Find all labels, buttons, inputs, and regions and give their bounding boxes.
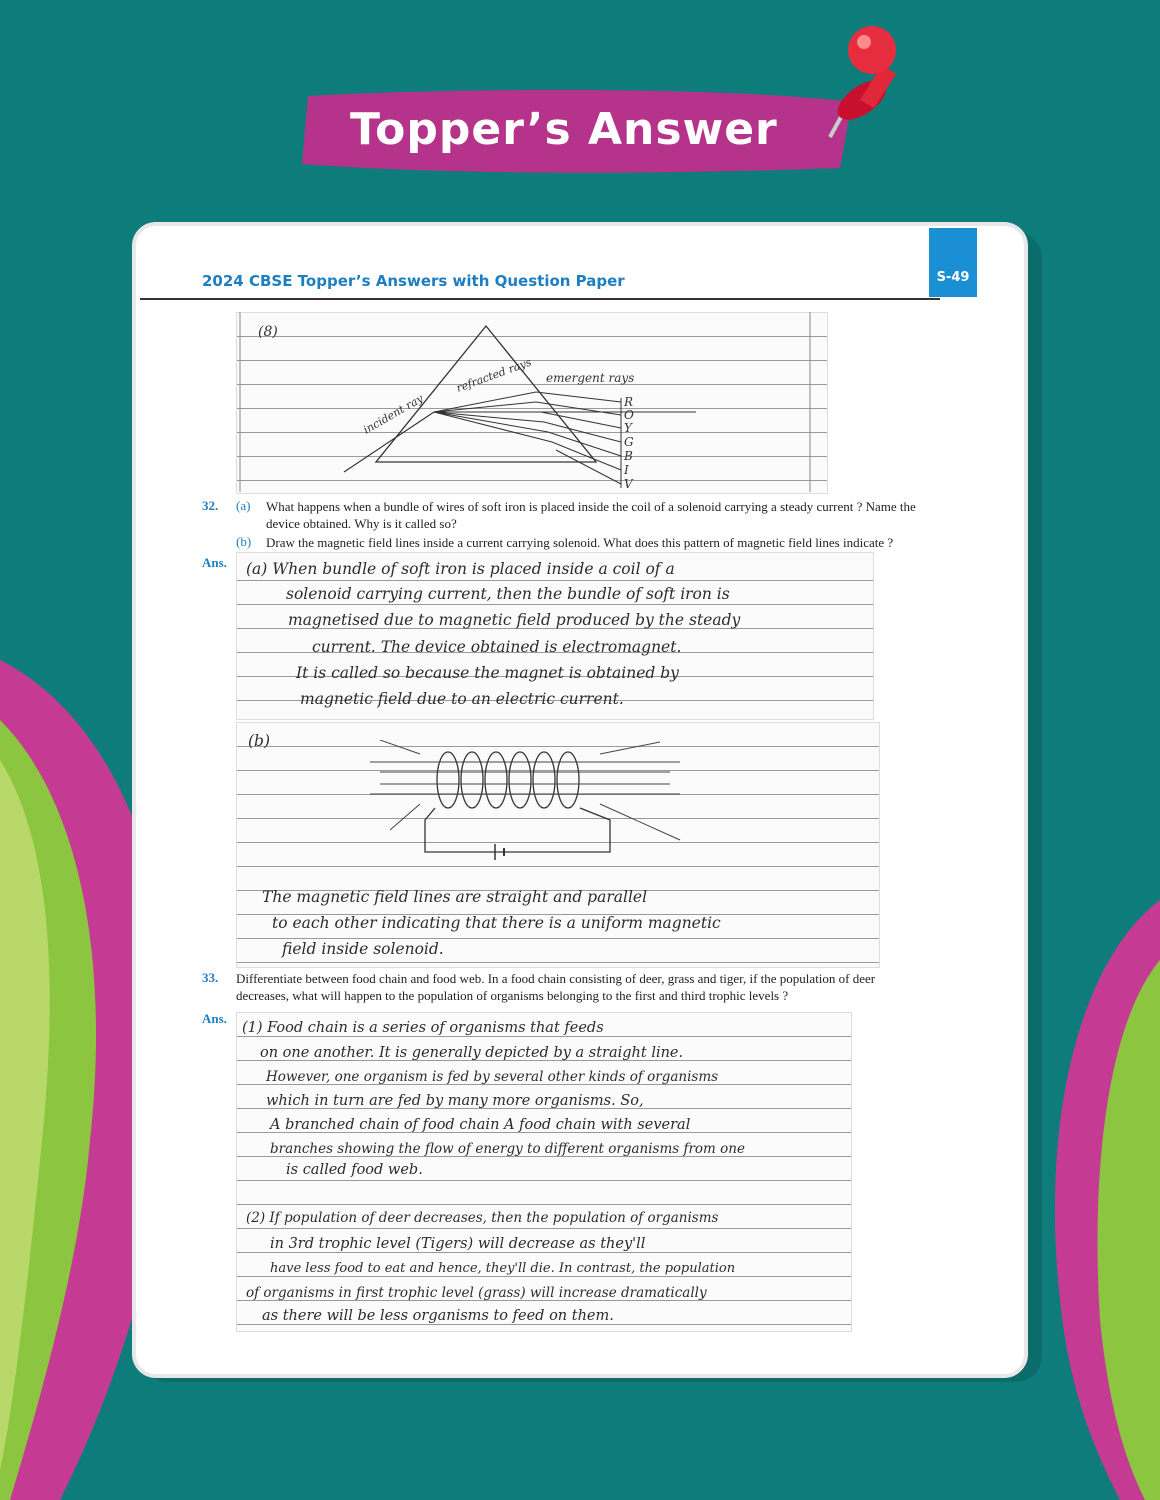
q33-1-line-6: branches showing the flow of energy to different organisms from one	[270, 1141, 745, 1157]
spectrum-color-r: R	[624, 395, 634, 409]
q32a-line-5: It is called so because the magnet is obtained by	[296, 664, 679, 682]
page-header-title: 2024 CBSE Topper’s Answers with Question Paper	[202, 272, 625, 290]
page-number-tab	[929, 228, 977, 297]
spectrum-color-g: G	[624, 435, 634, 449]
solenoid-coil	[437, 752, 459, 808]
q33-1-line-7: is called food web.	[286, 1162, 423, 1178]
q32a-line-3: magnetised due to magnetic field produced by the steady	[288, 611, 741, 629]
field-line	[600, 804, 680, 840]
solenoid-coil	[485, 752, 507, 808]
q32-b-label: (b)	[236, 534, 252, 549]
field-line	[600, 742, 660, 754]
pushpin-icon	[800, 22, 910, 152]
q33-ans-label: Ans.	[202, 1011, 227, 1026]
q33-1-line-1: (1) Food chain is a series of organisms that feeds	[242, 1020, 604, 1036]
refracted-rays-label: refracted rays	[454, 355, 534, 395]
prism-diagram	[236, 312, 826, 492]
q33-2-line-5: as there will be less organisms to feed on them.	[262, 1308, 614, 1324]
q33-2-line-4: of organisms in first trophic level (grass) will increase dramatically	[246, 1285, 707, 1301]
q32b-line-3: field inside solenoid.	[282, 940, 444, 958]
q33-text: Differentiate between food chain and food web. In a food chain consisting of deer, grass and tiger, if the population of deer	[236, 971, 876, 986]
q33-1-line-2: on one another. It is generally depicted by a straight line.	[260, 1045, 684, 1061]
q32a-line-2: solenoid carrying current, then the bundle of soft iron is	[286, 585, 730, 603]
field-line	[390, 804, 420, 830]
spectrum-color-o: O	[624, 408, 634, 422]
prism-label: (8)	[258, 324, 278, 340]
solenoid-coil	[557, 752, 579, 808]
header-divider	[140, 298, 940, 300]
q32b-line-2: to each other indicating that there is a uniform magnetic	[272, 914, 721, 932]
page-number: S-49	[936, 270, 970, 285]
q32-number: 32.	[202, 498, 219, 513]
solenoid-coil	[461, 752, 483, 808]
q32-a-text: What happens when a bundle of wires of soft iron is placed inside the coil of a solenoid carrying a steady current ? Name the	[266, 499, 916, 514]
spectrum-color-y: Y	[624, 421, 632, 435]
solenoid-diagram	[360, 740, 700, 860]
q32-b-text: Draw the magnetic field lines inside a current carrying solenoid. What does this pattern of magnetic field lines indicate ?	[266, 535, 894, 550]
solenoid-coil	[509, 752, 531, 808]
q32-a-text-2: device obtained. Why is it called so?	[266, 516, 457, 531]
q33-1-line-3: However, one organism is fed by several other kinds of organisms	[266, 1069, 719, 1085]
spectrum-color-v: V	[624, 477, 633, 491]
spectrum-color-b: B	[624, 449, 633, 463]
q33-2-line-3: have less food to eat and hence, they'll die. In contrast, the population	[270, 1261, 736, 1276]
q32a-line-4: current. The device obtained is electromagnet.	[312, 638, 682, 656]
q33-1-line-4: which in turn are fed by many more organisms. So,	[266, 1093, 644, 1109]
solenoid-circuit	[425, 808, 610, 852]
field-line	[380, 740, 420, 754]
prism-triangle	[376, 326, 596, 462]
q32-a-label: (a)	[236, 498, 251, 513]
emergent-rays-label: emergent rays	[546, 371, 635, 385]
spectrum-color-i: I	[624, 463, 629, 477]
q33-1-line-5: A branched chain of food chain A food chain with several	[270, 1117, 691, 1133]
q32a-line-6: magnetic field due to an electric current.	[300, 690, 624, 708]
q33-text-2: decreases, what will happen to the population of organisms belonging to the first and third trophic levels ?	[236, 988, 789, 1003]
q32b-line-1: The magnetic field lines are straight and parallel	[262, 888, 648, 906]
incident-ray-label: incident ray	[361, 391, 426, 437]
q33-2-line-1: (2) If population of deer decreases, then the population of organisms	[246, 1210, 719, 1226]
q33-number: 33.	[202, 970, 219, 985]
q32a-line-1: (a) When bundle of soft iron is placed inside a coil of a	[246, 560, 675, 578]
banner-title: Topper’s Answer	[350, 104, 778, 155]
solenoid-coil	[533, 752, 555, 808]
q33-2-line-2: in 3rd trophic level (Tigers) will decrease as they'll	[270, 1236, 646, 1252]
q32b-label: (b)	[248, 732, 271, 750]
q32-ans-label: Ans.	[202, 555, 227, 570]
